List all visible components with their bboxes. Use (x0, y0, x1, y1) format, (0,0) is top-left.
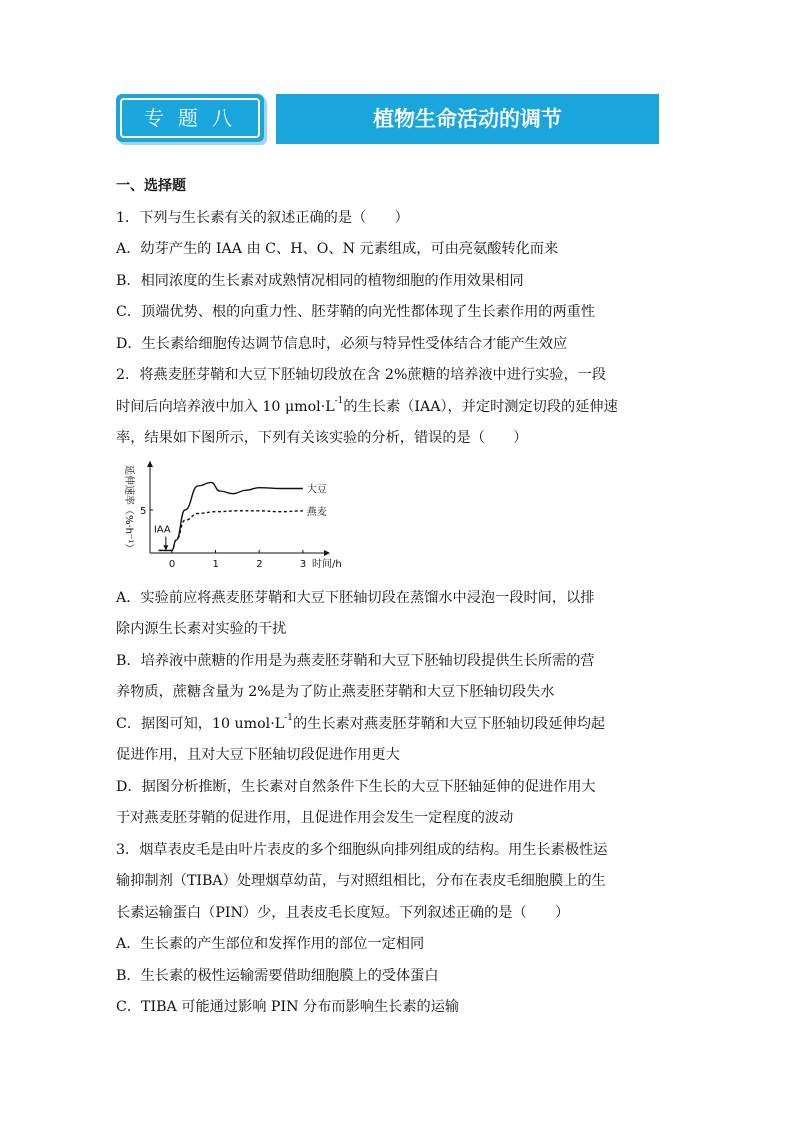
q2-option-b-line1: B．培养液中蔗糖的作用是为燕麦胚芽鞘和大豆下胚轴切段提供生长所需的营 (116, 652, 595, 669)
x-tick-label: 0 (168, 558, 176, 570)
q2-stem-line3: 率，结果如下图所示，下列有关该实验的分析，错误的是（ ） (116, 430, 528, 446)
series-line-1 (159, 510, 303, 550)
q3-stem-line3: 长素运输蛋白（PIN）少，且表皮毛长度短。下列叙述正确的是（ ） (116, 904, 570, 921)
q2-option-c-line2: 促进作用，且对大豆下胚轴切段促进作用更大 (116, 747, 400, 763)
series-label-0: 大豆 (306, 484, 327, 495)
q2-option-a-line1: A．实验前应将燕麦胚芽鞘和大豆下胚轴切段在蒸馏水中浸泡一段时间，以排 (116, 589, 595, 606)
q2-option-c-line1 (116, 709, 676, 741)
x-tick-label: 1 (212, 558, 219, 570)
chapter-title: 植物生命活动的调节 (276, 94, 659, 144)
x-axis-arrow (324, 550, 330, 556)
iaa-arrow-head (163, 545, 168, 550)
q3-stem-line1: 3．烟草表皮毛是由叶片表皮的多个细胞纵向排列组成的结构。用生长素极性运 (116, 841, 608, 858)
chapter-badge-label: 专题八 (120, 98, 260, 138)
q2-stem-line2 (116, 392, 676, 424)
chapter-banner (116, 94, 659, 144)
q2-stem-line2-a: 时间后向培养液中加入 10 μmol·L (116, 398, 335, 415)
q2-stem-line1: 2．将燕麦胚芽鞘和大豆下胚轴切段放在含 2%蔗糖的培养液中进行实验，一段 (116, 367, 607, 383)
x-tick-label: 2 (256, 558, 263, 570)
q1-option-b: B．相同浓度的生长素对成熟情况相同的植物细胞的作用效果相同 (116, 272, 524, 289)
q3-option-a: A．生长素的产生部位和发挥作用的部位一定相同 (116, 936, 425, 952)
q2-option-d-line1: D．据图分析推断，生长素对自然条件下生长的大豆下胚轴延伸的促进作用大 (116, 778, 596, 795)
q1-option-c: C．顶端优势、根的向重力性、胚芽鞘的向光性都体现了生长素作用的两重性 (116, 304, 596, 320)
growth-rate-chart (116, 461, 342, 581)
q1-stem: 1．下列与生长素有关的叙述正确的是（ ） (116, 209, 409, 226)
q2-option-d-line2: 于对燕麦胚芽鞘的促进作用，且促进作用会发生一定程度的波动 (116, 810, 514, 826)
y-axis-label: 延伸速率（%·h⁻¹） (123, 464, 134, 553)
q3-option-c: C．TIBA 可能通过影响 PIN 分布而影响生长素的运输 (116, 999, 460, 1015)
q2-option-c-line1-sup: -1 (284, 712, 293, 723)
q2-option-c-line1-a: C．据图可知，10 umol·L (116, 715, 285, 732)
x-tick-label: 3 (299, 558, 307, 570)
series-line-0 (159, 482, 303, 550)
q2-option-a-line2: 除内源生长素对实验的干扰 (116, 621, 287, 637)
iaa-annotation: IAA (153, 523, 171, 535)
q1-option-d: D．生长素给细胞传达调节信息时，必须与特异性受体结合才能产生效应 (116, 335, 568, 352)
section-title: 一、选择题 (116, 178, 186, 194)
question-content (116, 171, 676, 1024)
q2-option-c-line1-b: 的生长素对燕麦胚芽鞘和大豆下胚轴切段延伸均起 (292, 715, 606, 732)
y-tick-label: 5 (140, 505, 147, 517)
x-axis-label: 时间/h (312, 558, 342, 570)
chapter-badge (116, 94, 264, 142)
q3-stem-line2: 输抑制剂（TIBA）处理烟草幼苗，与对照组相比，分布在表皮毛细胞膜上的生 (116, 873, 606, 889)
q2-option-b-line2: 养物质，蔗糖含量为 2%是为了防止燕麦胚芽鞘和大豆下胚轴切段失水 (116, 684, 555, 700)
y-axis-arrow (147, 461, 153, 467)
q3-option-b: B．生长素的极性运输需要借助细胞膜上的受体蛋白 (116, 967, 439, 984)
q1-option-a: A．幼芽产生的 IAA 由 C、H、O、N 元素组成，可由亮氨酸转化而来 (116, 241, 559, 257)
series-label-1: 燕麦 (306, 506, 327, 518)
q2-stem-line2-sup: -1 (334, 395, 344, 406)
q2-stem-line2-b: 的生长素（IAA），并定时测定切段的延伸速 (343, 398, 618, 415)
